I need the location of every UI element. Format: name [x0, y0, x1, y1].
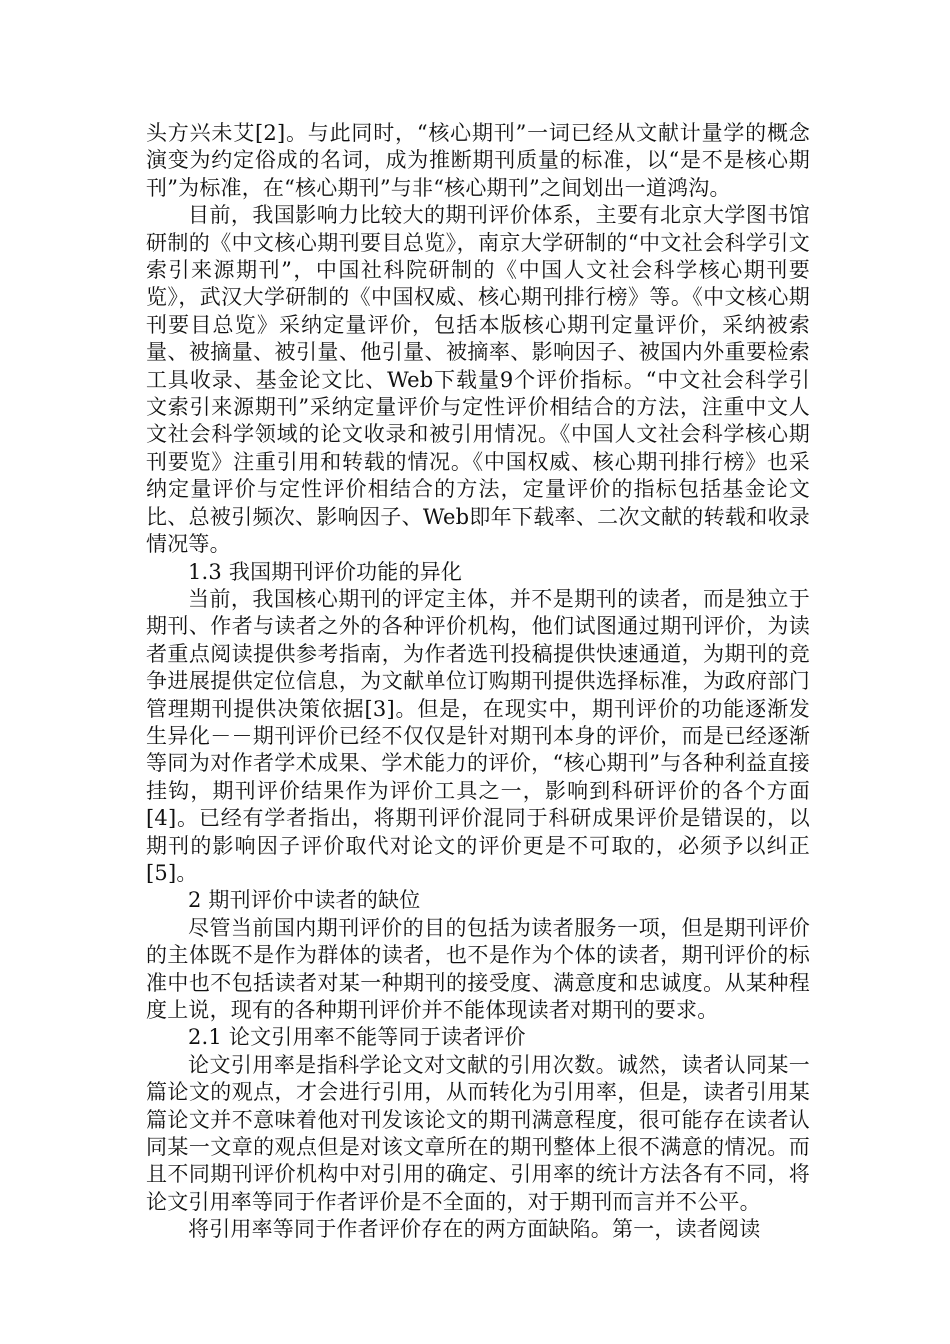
paragraph-function-alienation: 当前，我国核心期刊的评定主体，并不是期刊的读者，而是独立于期刊、作者与读者之外的各种评价机构，他们试图通过期刊评价，为读者重点阅读提供参考指南，为作者选刊投稿提供快速通道，为期刊的竞争进展提供定位信息，为文献单位订购期刊提供选择标准，为政府部门管理期刊提供决策依据[3]。但是，在现实中，期刊评价的功能逐渐发生异化－－期刊评价已经不仅仅是针对期刊本身的评价，而是已经逐渐等同为对作者学术成果、学术能力的评价，“核心期刊”与各种利益直接挂钩，期刊评价结果作为评价工具之一，影响到科研评价的各个方面[4]。已经有学者指出，将期刊评价混同于科研成果评价是错误的，以期刊的影响因子评价取代对论文的评价更是不可取的，必须予以纠正[5]。 [146, 586, 810, 885]
section-heading-2: 2 期刊评价中读者的缺位 [188, 888, 421, 913]
section-heading-2-1: 2.1 论文引用率不能等同于读者评价 [188, 1025, 526, 1050]
section-heading-1-3: 1.3 我国期刊评价功能的异化 [188, 559, 463, 584]
paragraph-core-journal-standard: 头方兴未艾[2]。与此同时，“核心期刊”一词已经从文献计量学的概念演变为约定俗成的名词，成为推断期刊质量的标准，以“是不是核心期刊”为标准，在“核心期刊”与非“核心期刊”之间划出一道鸿沟。 [146, 121, 810, 200]
document-body [146, 120, 810, 1244]
paragraph-evaluation-systems: 目前，我国影响力比较大的期刊评价体系，主要有北京大学图书馆研制的《中文核心期刊要目总览》，南京大学研制的“中文社会科学引文索引来源期刊”，中国社科院研制的《中国人文社会科学核心期刊要览》，武汉大学研制的《中国权威、核心期刊排行榜》等。《中文核心期刊要目总览》采纳定量评价，包括本版核心期刊定量评价，采纳被索量、被摘量、被引量、他引量、被摘率、影响因子、被国内外重要检索工具收录、基金论文比、Web下载量9个评价指标。“中文社会科学引文索引来源期刊”采纳定量评价与定性评价相结合的方法，注重中文人文社会科学领域的论文收录和被引用情况。《中国人文社会科学核心期刊要览》注重引用和转载的情况。《中国权威、核心期刊排行榜》也采纳定量评价与定性评价相结合的方法，定量评价的指标包括基金论文比、总被引频次、影响因子、Web即年下载率、二次文献的转载和收录情况等。 [146, 203, 810, 557]
paragraph-reader-absence: 尽管当前国内期刊评价的目的包括为读者服务一项，但是期刊评价的主体既不是作为群体的读者，也不是作为个体的读者，期刊评价的标准中也不包括读者对某一种期刊的接受度、满意度和忠诚度。从某种程度上说，现有的各种期刊评价并不能体现读者对期刊的要求。 [146, 915, 810, 1022]
paragraph-two-defects: 将引用率等同于作者评价存在的两方面缺陷。第一，读者阅读 [188, 1217, 761, 1242]
paragraph-citation-rate: 论文引用率是指科学论文对文献的引用次数。诚然，读者认同某一篇论文的观点，才会进行引用，从而转化为引用率，但是，读者引用某篇论文并不意味着他对刊发该论文的期刊满意程度，很可能存在读者认同某一文章的观点但是对该文章所在的期刊整体上很不满意的情况。而且不同期刊评价机构中对引用的确定、引用率的统计方法各有不同，将论文引用率等同于作者评价是不全面的，对于期刊而言并不公平。 [146, 1052, 810, 1214]
